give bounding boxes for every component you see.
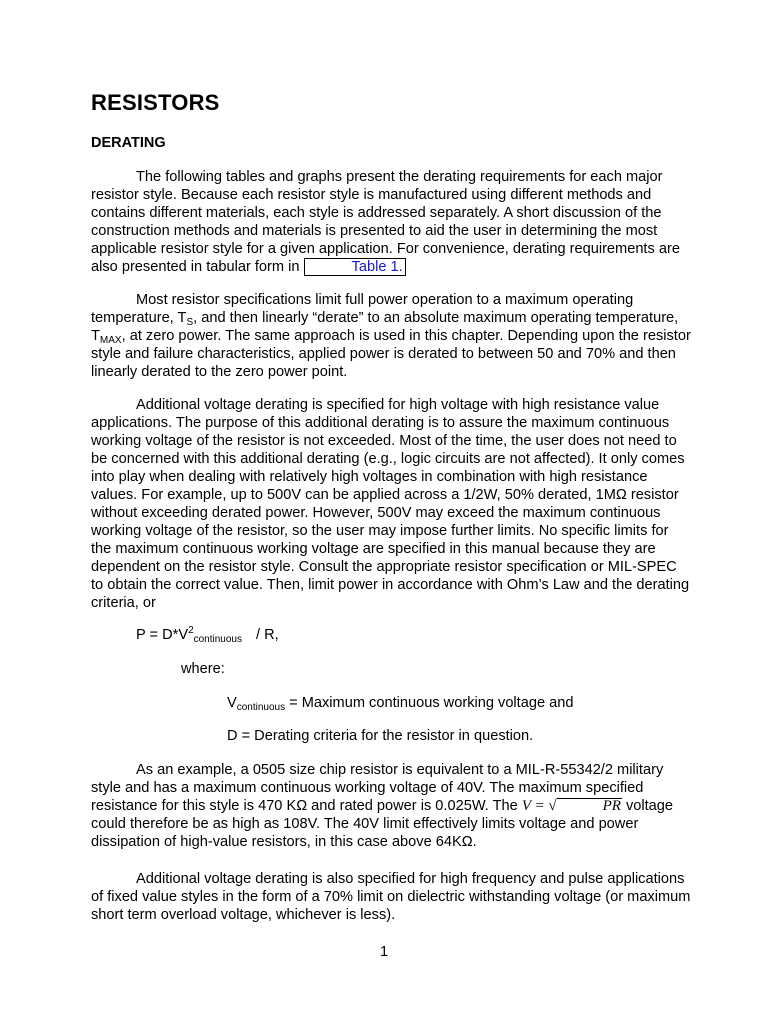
p4-text-b: voltage could therefore be as high as 108V. The 40V limit effectively limits voltage and power dissipation of high-value resistors, in this case above 64KΩ. [91, 798, 674, 850]
p2-text-c: , at zero power. The same approach is used in this chapter. Depending upon the resistor style and failure characteristics, applied power is derated to between 50 and 70% and then linearly derated to the zero power point. [91, 328, 691, 380]
voltage-equation-radicand: PR [557, 798, 622, 814]
def1-subscript: continuous [236, 702, 286, 713]
def1-v: V [227, 695, 237, 711]
voltage-equation-lhs: V = [521, 798, 549, 814]
tmax-subscript: MAX [99, 335, 122, 346]
formula-rhs: / R, [256, 627, 279, 643]
sqrt-symbol: √ [548, 798, 557, 814]
where-label: where: [181, 661, 225, 677]
p4-text-a: As an example, a 0505 size chip resistor is equivalent to a MIL-R-55342/2 military style and has a maximum continuous working voltage of 40V. The maximum specified resistance for this style is 470 KΩ and rated power is 0.025W. The [91, 762, 664, 814]
definition-d: D = Derating criteria for the resistor in question. [227, 728, 534, 744]
formula-subscript: continuous [193, 634, 242, 645]
definition-v-continuous [227, 694, 574, 712]
paragraph-example [91, 761, 691, 851]
section-heading: DERATING [91, 135, 166, 151]
paragraph-intro [91, 168, 691, 276]
page-title: RESISTORS [91, 90, 220, 115]
table-1-link[interactable]: Table 1. [304, 258, 406, 276]
formula-exponent: 2 [188, 625, 194, 637]
p2-text-a: Most resistor specifications limit full power operation to a maximum operating temperature, T [91, 292, 634, 326]
page-number: 1 [379, 944, 389, 960]
paragraph-voltage-derating: Additional voltage derating is specified for high voltage with high resistance value applications. The purpose of this additional derating is to assure the maximum continuous working voltage of the resistor is not exceeded. Most of the time, the user does not need to be concerned with this additional derating (e.g., logic circuits are not affected). It only comes into play when dealing with relatively high voltages in combination with high resistance values. For example, up to 500V can be applied across a 1/2W, 50% derated, 1MΩ resistor without exceeding derated power. However, 500V may exceed the maximum continuous working voltage of the resistor, so the user may impose further limits. No specific limits for the maximum continuous working voltage are specified in this manual because they are dependent on the resistor style. Consult the appropriate resistor specification or MIL-SPEC to obtain the correct value. Then, limit power in accordance with Ohm’s Law and the derating criteria, or [91, 397, 690, 611]
power-formula [136, 626, 279, 644]
def1-text: = Maximum continuous working voltage and [285, 695, 574, 711]
p2-text-b: , and then linearly “derate” to an absolute maximum operating temperature, T [91, 310, 679, 344]
voltage-equation [522, 798, 622, 814]
paragraph-high-frequency: Additional voltage derating is also specified for high frequency and pulse applications of fixed value styles in the form of a 70% limit on dielectric withstanding voltage (or maximum short term overload voltage, whichever is less). [91, 871, 691, 923]
ts-subscript: S [186, 317, 194, 328]
paragraph-intro-text: The following tables and graphs present the derating requirements for each major resistor style. Because each resistor style is manufactured using different methods and contains different materials, each style is addressed separately. A short discussion of the construction methods and materials is presented to aid the user in determining the most applicable resistor style for a given application. For convenience, derating requirements are also presented in tabular form in [91, 169, 680, 275]
formula-lhs: P = D*V [136, 627, 189, 643]
paragraph-temperature [91, 291, 691, 381]
